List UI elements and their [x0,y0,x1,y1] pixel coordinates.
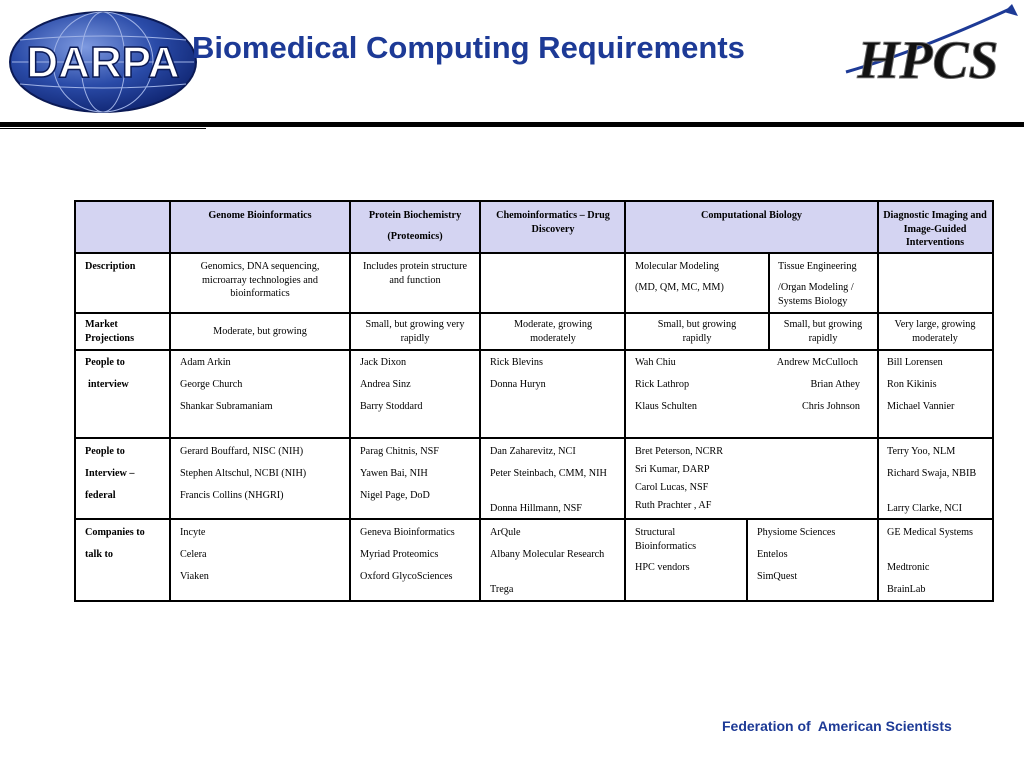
row-label-interview: interview [88,379,129,390]
interview-chemo-1: Rick Blevins [490,357,543,368]
row-label-federal-interview: Interview – [85,468,135,479]
header-protein-biochemistry: Protein Biochemistry [368,210,462,221]
header-divider-thin [0,128,206,129]
federal-chemo-1: Dan Zaharevitz, NCI [490,446,576,457]
hpcs-logo-text: HPCS [857,30,999,90]
federal-chemo-2: Peter Steinbach, CMM, NIH [490,468,607,479]
market-chemo: Moderate, growing moderately [513,319,593,344]
company-chemo-3: Trega [490,584,514,595]
description-protein: Includes protein structure and function [362,261,468,286]
federal-protein-1: Parag Chitnis, NSF [360,446,439,457]
company-protein-3: Oxford GlycoSciences [360,571,453,582]
company-compbio-right-2: Entelos [757,549,788,560]
company-chemo-1: ArQule [490,527,521,538]
row-label-people-to: People to [85,357,125,368]
row-label-market-projections: Market Projections [85,319,135,344]
company-compbio-right-1: Physiome Sciences [757,527,836,538]
market-compbio-tissue: Small, but growing rapidly [783,319,863,344]
row-label-description: Description [85,261,136,272]
interview-compbio-right-3: Chris Johnson [801,401,860,412]
company-genome-1: Incyte [180,527,206,538]
federal-imaging-1: Terry Yoo, NLM [887,446,956,457]
interview-compbio-right-2: Brian Athey [810,379,860,390]
interview-imaging-1: Bill Lorensen [887,357,943,368]
description-tissue-engineering: Tissue Engineering [778,261,857,272]
header-divider [0,122,1024,127]
federal-imaging-2: Richard Swaja, NBIB [887,468,977,479]
company-genome-3: Viaken [180,571,209,582]
company-imaging-1: GE Medical Systems [887,527,974,538]
company-chemo-2: Albany Molecular Research [490,549,605,560]
federal-compbio-3: Carol Lucas, NSF [635,482,709,493]
page-title: Biomedical Computing Requirements [192,30,745,65]
row-label-federal: federal [85,490,116,501]
interview-compbio-right-1: Andrew McCulloch [776,357,858,368]
market-imaging: Very large, growing moderately [894,319,976,344]
market-compbio-molecular: Small, but growing rapidly [657,319,737,344]
interview-compbio-left-1: Wah Chiu [635,357,676,368]
description-organ-modeling: /Organ Modeling / Systems Biology [778,282,854,307]
footer-organization: Federation of American Scientists [722,718,952,734]
company-protein-2: Myriad Proteomics [360,549,439,560]
interview-compbio-left-2: Rick Lathrop [635,379,690,390]
company-compbio-right-3: SimQuest [757,571,798,582]
interview-compbio-left-3: Klaus Schulten [635,401,697,412]
darpa-logo-text: DARPA [26,38,180,87]
interview-protein-2: Andrea Sinz [360,379,411,390]
federal-compbio-4: Ruth Prachter , AF [635,500,712,511]
interview-chemo-2: Donna Huryn [490,379,546,390]
company-protein-1: Geneva Bioinformatics [360,527,455,538]
row-label-federal-people-to: People to [85,446,125,457]
header-computational-biology: Computational Biology [700,210,803,221]
hpcs-logo [836,2,1020,94]
federal-genome-3: Francis Collins (NHGRI) [180,490,284,501]
interview-protein-1: Jack Dixon [360,357,407,368]
market-genome: Moderate, but growing [213,326,307,337]
market-protein: Small, but growing very rapidly [365,319,465,344]
description-genome: Genomics, DNA sequencing, microarray technologies and bioinformatics [200,261,320,299]
header-diagnostic-imaging: Diagnostic Imaging and Image-Guided Interventions [883,210,987,248]
interview-protein-3: Barry Stoddard [360,401,423,412]
darpa-logo [8,10,198,114]
requirements-table [74,200,994,602]
federal-compbio-1: Bret Peterson, NCRR [635,446,724,457]
row-label-talk-to: talk to [85,549,114,560]
federal-compbio-2: Sri Kumar, DARP [635,464,710,475]
interview-genome-3: Shankar Subramaniam [180,401,273,412]
company-compbio-left-2: HPC vendors [635,562,690,573]
company-compbio-left-1: Structural Bioinformatics [635,527,697,552]
header-proteomics: (Proteomics) [387,231,443,242]
interview-imaging-3: Michael Vannier [887,401,955,412]
row-label-companies-to: Companies to [85,527,145,538]
header-genome-bioinformatics: Genome Bioinformatics [208,210,312,221]
description-molecular-modeling: Molecular Modeling [635,261,720,272]
company-imaging-3: BrainLab [887,584,926,595]
federal-genome-1: Gerard Bouffard, NISC (NIH) [180,446,304,457]
federal-protein-2: Yawen Bai, NIH [360,468,428,479]
company-imaging-2: Medtronic [887,562,930,573]
company-genome-2: Celera [180,549,207,560]
federal-chemo-3: Donna Hillmann, NSF [490,503,582,514]
interview-genome-1: Adam Arkin [180,357,231,368]
federal-protein-3: Nigel Page, DoD [360,490,430,501]
description-molecular-methods: (MD, QM, MC, MM) [635,282,724,293]
federal-imaging-3: Larry Clarke, NCI [887,503,962,514]
interview-genome-2: George Church [180,379,243,390]
header-chemoinformatics: Chemoinformatics – Drug Discovery [496,210,610,235]
federal-genome-2: Stephen Altschul, NCBI (NIH) [180,468,307,479]
interview-imaging-2: Ron Kikinis [887,379,937,390]
